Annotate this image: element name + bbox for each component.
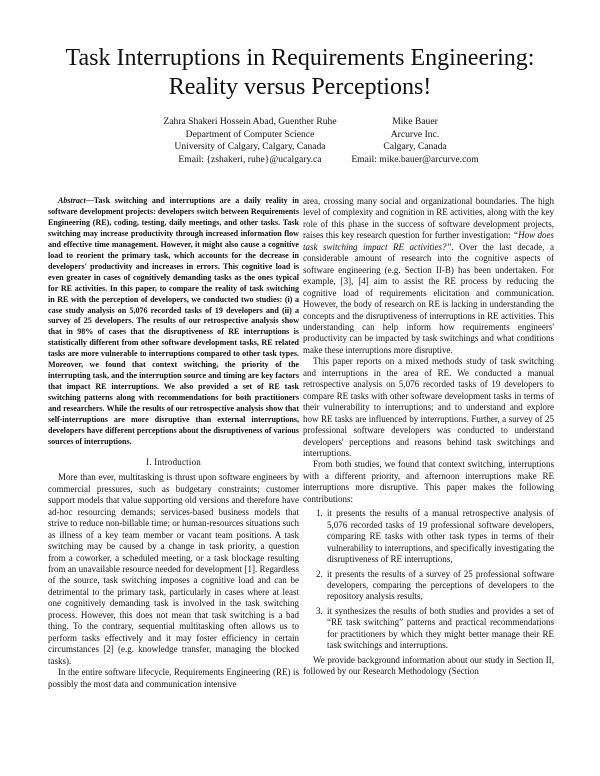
author-block-2 <box>340 116 490 166</box>
contribution-item: 3. it synthesizes the results of both studies and provides a set of “RE task switching” patterns and practical recommendations for practitioners by which they might better manage their RE task switchings and interruptions. <box>325 606 554 652</box>
col2-paragraph-1 <box>303 196 554 356</box>
col2-p1-text-a: area, crossing many social and organizational boundaries. The high level of complexity and cognition in RE activities, along with the key role of this phase in the success of software development projects, raises this key research question for further investigation: <box>303 196 554 241</box>
title-line-1: Task Interruptions in Requirements Engineering: <box>65 45 535 71</box>
intro-paragraph-2: In the entire software lifecycle, Requirements Engineering (RE) is possibly the most data and communication intensive <box>48 667 299 689</box>
col2-paragraph-4: We provide background information about our study in Section II, followed by our Research Methodology (Section <box>303 654 554 677</box>
left-column <box>48 196 299 690</box>
author-block-1 <box>150 116 350 166</box>
contribution-item: 1. it presents the results of a manual retrospective analysis of 5,076 recorded tasks of 19 professional software developers, comparing RE tasks with other task types in terms of their vulnerability to interruptions, and specifically investigating the disruptiveness of RE interruptions, <box>325 508 554 565</box>
right-column <box>303 196 554 678</box>
abstract-text: —Task switching and interruptions are a daily reality in software development projects: developers switch between Requirements Engineering (RE), coding, testing, daily meetings, and other tasks. Task switching may increase productivity through increased information flow and effective time management. However, it might also cause a cognitive load to reorient the primary task, which accounts for the decrease in developers' productivity and increases in errors. This cognitive load is even greater in cases of cognitively demanding tasks as the ones typical for RE activities. In this paper, to compare the reality of task switching in RE with the perception of developers, we conducted two studies: (i) a case study analysis on 5,076 recorded tasks of 19 developers and (ii) a survey of 25 developers. The results of our retrospective analysis show that in 98% of cases that the disruptiveness of RE interruptions is statistically different from other software development tasks, RE related tasks are more vulnerable to interruptions compared to other task types. Moreover, we found that context switching, the priority of the interrupting task, and the interruption source and timing are key factors that impact RE interruptions. We also provided a set of RE task switching patterns along with recommendations for both practitioners and researchers. While the results of our retrospective analysis show that self-interruptions are more disruptive than external interruptions, developers have different perceptions about the disruptiveness of various sources of interruptions. <box>48 196 299 446</box>
author-city: Calgary, Canada <box>383 141 447 153</box>
col2-p1-text-b: . Over the last decade, a considerable amount of research into the cognitive aspects of software engineering (e.g. Section II-B) has been undertaken. For example, [3], [4] aim to assist the RE process by reducing the cognitive load of requirements elicitation and communication. However, the body of research on RE is lacking in understanding the concepts and the disruptiveness of interruptions in RE activities. This understanding can help inform how requirements engineers' productivity can be impacted by task switchings and what conditions make these interruptions more disruptive. <box>303 241 554 355</box>
col2-paragraph-3: From both studies, we found that context switching, interruptions with a different priority, and afternoon interruptions make RE interruptions more disruptive. This paper makes the following contributions: <box>303 459 554 504</box>
abstract-label: Abstract <box>58 196 86 205</box>
author-email: Email: {zshakeri, ruhe}@ucalgary.ca <box>178 153 322 165</box>
author-names: Mike Bauer <box>392 116 438 127</box>
author-email: Email: mike.bauer@arcurve.com <box>351 153 479 165</box>
paper-title <box>40 44 560 102</box>
author-department: Department of Computer Science <box>185 128 315 140</box>
author-organization: Arcurve Inc. <box>390 128 440 140</box>
research-question: “How does task switching impact RE activities?” <box>303 230 554 252</box>
section-heading-introduction: I. Introduction <box>146 456 201 467</box>
abstract <box>48 196 299 448</box>
author-institution: University of Calgary, Calgary, Canada <box>174 141 326 153</box>
col2-paragraph-2: This paper reports on a mixed methods study of task switching and interruptions in the area of RE. We conducted a manual retrospective analysis on 5,076 recorded tasks of 19 developers to compare RE tasks with other software development tasks in terms of their vulnerability to interruptions; and to understand and explore how RE tasks are influenced by interruptions. Further, a survey of 25 professional software developers was conducted to understand developers' perceptions and reasons behind task switchings and interruptions. <box>303 356 554 458</box>
intro-paragraph-1: More than ever, multitasking is thrust upon software engineers by commercial pressures, such as budgetary constraints; customer support models that value supporting old versions and therefore have ad-hoc resourcing demands; services-based business models that strive to reduce non-billable time; or human-resources situations such as illness of a key team member or vacant team positions. A task switching may be caused by a change in task priority, a question from a coworker, a scheduled meeting, or a task blockage resulting from an unavailable resource needed for development [1]. Regardless of the source, task switching imposes a cognitive load and can be detrimental to the primary task, particularly in cases where at least one cognitively demanding task is involved in the task switching process. However, this does not mean that task switching is a bad thing. To the contrary, sequential multitasking often allows us to perform tasks effectively and it may foster efficiency in certain circumstances [2] (e.g. knowledge transfer, managing the blocked tasks). <box>48 472 299 666</box>
contribution-item: 2. it presents the results of a survey of 25 professional software developers, comparing the perceptions of developers to the repository analysis results, <box>325 569 554 603</box>
contributions-list <box>303 508 554 651</box>
author-names: Zahra Shakeri Hossein Abad, Guenther Ruhe <box>163 116 337 127</box>
title-line-2: Reality versus Perceptions! <box>168 74 432 100</box>
